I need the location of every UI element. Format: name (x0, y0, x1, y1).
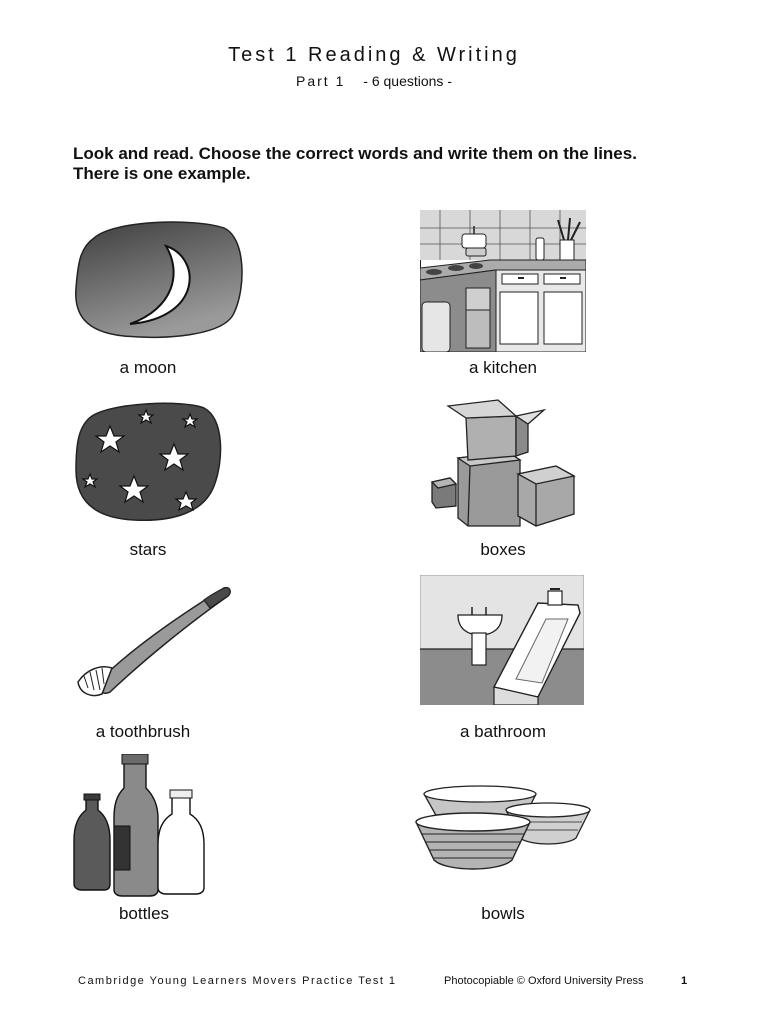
bottles-icon (72, 754, 208, 898)
questions-count: - 6 questions - (363, 73, 452, 89)
page-number: 1 (681, 975, 688, 987)
instructions: Look and read. Choose the correct words and write them on the lines. There is one example. (73, 144, 637, 183)
boxes-icon (428, 398, 578, 530)
label-kitchen: a kitchen (468, 358, 538, 377)
footer-copyright: Photocopiable © Oxford University Press (444, 975, 644, 987)
stars-icon (74, 400, 224, 524)
bowls-icon (414, 782, 592, 874)
label-stars: stars (129, 540, 167, 559)
label-bathroom: a bathroom (460, 722, 546, 741)
part-label: Part 1 (296, 73, 346, 89)
label-boxes: boxes (480, 540, 526, 559)
toothbrush-icon (72, 584, 234, 708)
label-toothbrush: a toothbrush (95, 722, 191, 741)
moon-icon (74, 218, 246, 342)
label-bowls: bowls (481, 904, 525, 923)
label-bottles: bottles (118, 904, 170, 923)
page-title: Test 1 Reading & Writing (228, 44, 520, 66)
footer-series: Cambridge Young Learners Movers Practice Test 1 (78, 975, 397, 987)
kitchen-icon (420, 210, 586, 352)
page-subtitle (0, 73, 748, 89)
bathroom-icon (420, 575, 584, 705)
label-moon: a moon (119, 358, 177, 377)
